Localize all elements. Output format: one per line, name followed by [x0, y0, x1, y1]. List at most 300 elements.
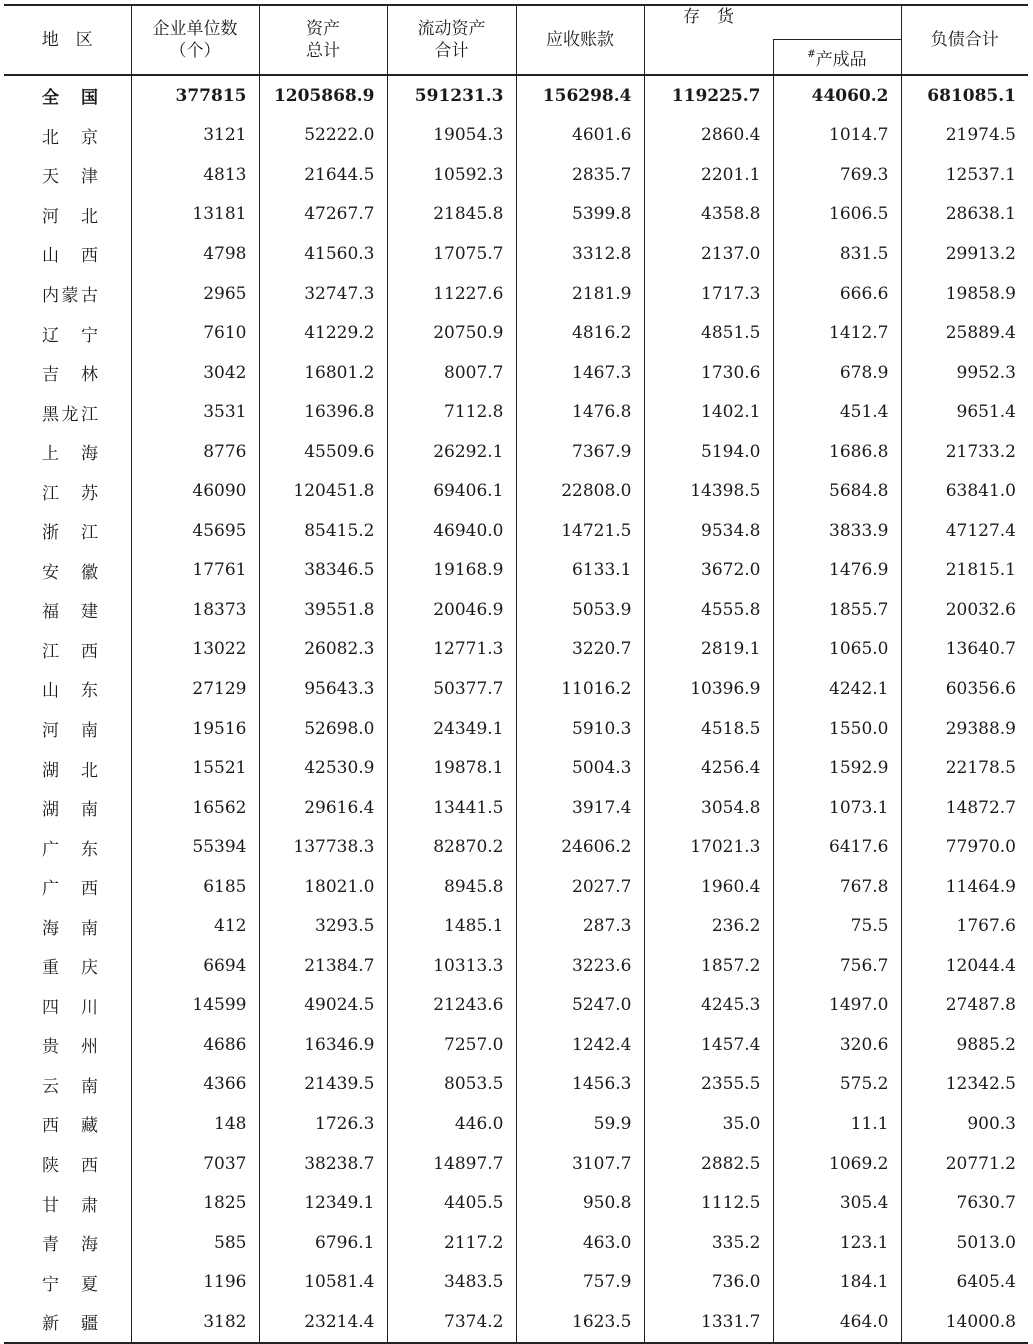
value-cell: 5399.8 [516, 195, 644, 235]
value-cell: 7367.9 [516, 432, 644, 472]
value-cell: 6417.6 [773, 827, 901, 867]
value-cell: 46940.0 [387, 511, 516, 551]
value-cell: 120451.8 [259, 471, 387, 511]
value-cell: 1960.4 [644, 867, 773, 907]
value-cell: 4518.5 [644, 709, 773, 749]
table-row [4, 986, 1028, 1026]
value-cell: 11464.9 [901, 867, 1028, 907]
region-name: 贵州 [42, 1037, 98, 1058]
value-cell: 38238.7 [259, 1144, 387, 1184]
value-cell: 4245.3 [644, 986, 773, 1026]
value-cell: 21815.1 [901, 551, 1028, 591]
value-cell: 29388.9 [901, 709, 1028, 749]
value-cell: 1497.0 [773, 986, 901, 1026]
header-assets-line2: 总计 [306, 41, 340, 61]
value-cell: 22178.5 [901, 748, 1028, 788]
region-name: 湖北 [42, 760, 98, 781]
value-cell: 32747.3 [259, 274, 387, 314]
table-row [4, 1262, 1028, 1302]
region-name: 上海 [42, 444, 98, 465]
header-receivables-label: 应收账款 [546, 30, 614, 50]
value-cell: 2860.4 [644, 116, 773, 156]
value-cell: 85415.2 [259, 511, 387, 551]
region-name-cell [4, 1183, 131, 1223]
value-cell: 236.2 [644, 906, 773, 946]
region-name: 天津 [42, 167, 98, 188]
value-cell: 12349.1 [259, 1183, 387, 1223]
value-cell: 41560.3 [259, 234, 387, 274]
header-inventory [644, 5, 901, 40]
region-name: 海南 [42, 918, 98, 939]
region-name-cell [4, 590, 131, 630]
value-cell: 1205868.9 [259, 75, 387, 116]
value-cell: 19878.1 [387, 748, 516, 788]
value-cell: 14721.5 [516, 511, 644, 551]
value-cell: 7257.0 [387, 1025, 516, 1065]
value-cell: 82870.2 [387, 827, 516, 867]
value-cell: 412 [131, 906, 259, 946]
value-cell: 1196 [131, 1262, 259, 1302]
value-cell: 3483.5 [387, 1262, 516, 1302]
value-cell: 21974.5 [901, 116, 1028, 156]
value-cell: 14872.7 [901, 788, 1028, 828]
value-cell: 20771.2 [901, 1144, 1028, 1184]
value-cell: 6694 [131, 946, 259, 986]
value-cell: 1606.5 [773, 195, 901, 235]
value-cell: 5053.9 [516, 590, 644, 630]
value-cell: 9952.3 [901, 353, 1028, 393]
value-cell: 5247.0 [516, 986, 644, 1026]
table-row [4, 867, 1028, 907]
value-cell: 29616.4 [259, 788, 387, 828]
value-cell: 6796.1 [259, 1223, 387, 1263]
value-cell: 13181 [131, 195, 259, 235]
table-row [4, 1223, 1028, 1263]
value-cell: 12044.4 [901, 946, 1028, 986]
value-cell: 756.7 [773, 946, 901, 986]
header-inventory-label: 存 货 [683, 6, 734, 27]
value-cell: 1726.3 [259, 1104, 387, 1144]
region-name: 湖南 [42, 800, 98, 821]
value-cell: 2201.1 [644, 155, 773, 195]
value-cell: 1592.9 [773, 748, 901, 788]
value-cell: 27487.8 [901, 986, 1028, 1026]
value-cell: 49024.5 [259, 986, 387, 1026]
region-name-cell [4, 353, 131, 393]
table-row [4, 313, 1028, 353]
value-cell: 377815 [131, 75, 259, 116]
value-cell: 1112.5 [644, 1183, 773, 1223]
region-name: 广东 [42, 839, 98, 860]
value-cell: 14000.8 [901, 1302, 1028, 1343]
value-cell: 4686 [131, 1025, 259, 1065]
table-row [4, 788, 1028, 828]
header-inventory-spacer [644, 40, 773, 76]
value-cell: 463.0 [516, 1223, 644, 1263]
value-cell: 5910.3 [516, 709, 644, 749]
value-cell: 13441.5 [387, 788, 516, 828]
value-cell: 7374.2 [387, 1302, 516, 1343]
region-name: 甘肃 [42, 1195, 98, 1216]
header-liabilities [901, 5, 1028, 75]
value-cell: 14897.7 [387, 1144, 516, 1184]
table-row [4, 1065, 1028, 1105]
value-cell: 39551.8 [259, 590, 387, 630]
value-cell: 21439.5 [259, 1065, 387, 1105]
region-name: 浙江 [42, 523, 98, 544]
table-row [4, 155, 1028, 195]
value-cell: 24606.2 [516, 827, 644, 867]
value-cell: 77970.0 [901, 827, 1028, 867]
table-row [4, 471, 1028, 511]
region-name: 山东 [42, 681, 98, 702]
table-row [4, 709, 1028, 749]
header-assets-line1: 资产 [306, 19, 340, 39]
value-cell: 1476.9 [773, 551, 901, 591]
region-name-cell [4, 392, 131, 432]
header-finished-goods [773, 40, 901, 76]
value-cell: 4555.8 [644, 590, 773, 630]
value-cell: 19168.9 [387, 551, 516, 591]
value-cell: 950.8 [516, 1183, 644, 1223]
value-cell: 41229.2 [259, 313, 387, 353]
value-cell: 21644.5 [259, 155, 387, 195]
value-cell: 13640.7 [901, 630, 1028, 670]
region-name-cell [4, 827, 131, 867]
value-cell: 9885.2 [901, 1025, 1028, 1065]
value-cell: 6185 [131, 867, 259, 907]
header-region-label: 地 区 [41, 30, 93, 50]
table-row [4, 392, 1028, 432]
table-row [4, 1183, 1028, 1223]
value-cell: 10592.3 [387, 155, 516, 195]
table-row [4, 511, 1028, 551]
value-cell: 7610 [131, 313, 259, 353]
header-current-assets-line1: 流动资产 [417, 19, 486, 39]
value-cell: 575.2 [773, 1065, 901, 1105]
header-finished-goods-label: 产成品 [815, 49, 867, 70]
table-row [4, 1025, 1028, 1065]
value-cell: 1825 [131, 1183, 259, 1223]
value-cell: 2117.2 [387, 1223, 516, 1263]
value-cell: 17021.3 [644, 827, 773, 867]
value-cell: 1855.7 [773, 590, 901, 630]
region-name-cell [4, 867, 131, 907]
value-cell: 4813 [131, 155, 259, 195]
value-cell: 3220.7 [516, 630, 644, 670]
region-name-cell [4, 234, 131, 274]
value-cell: 28638.1 [901, 195, 1028, 235]
value-cell: 7037 [131, 1144, 259, 1184]
region-name: 河南 [42, 721, 98, 742]
value-cell: 19516 [131, 709, 259, 749]
value-cell: 3042 [131, 353, 259, 393]
region-name-cell [4, 1223, 131, 1263]
region-name-cell [4, 986, 131, 1026]
header-enterprises-line2: （个） [169, 41, 221, 61]
value-cell: 21733.2 [901, 432, 1028, 472]
table-row [4, 432, 1028, 472]
value-cell: 1456.3 [516, 1065, 644, 1105]
region-name: 新疆 [42, 1314, 98, 1335]
value-cell: 16346.9 [259, 1025, 387, 1065]
header-current-assets [387, 5, 516, 75]
region-name: 广西 [42, 879, 98, 900]
table-row [4, 195, 1028, 235]
value-cell: 44060.2 [773, 75, 901, 116]
region-name: 宁夏 [42, 1274, 98, 1295]
value-cell: 1467.3 [516, 353, 644, 393]
region-name: 北京 [42, 127, 98, 148]
region-name-cell [4, 511, 131, 551]
value-cell: 21845.8 [387, 195, 516, 235]
header-region [4, 5, 131, 75]
value-cell: 1550.0 [773, 709, 901, 749]
value-cell: 7112.8 [387, 392, 516, 432]
region-name: 青海 [42, 1235, 98, 1256]
region-name: 江西 [42, 641, 98, 662]
value-cell: 3223.6 [516, 946, 644, 986]
value-cell: 1686.8 [773, 432, 901, 472]
region-name-cell [4, 748, 131, 788]
region-name: 河北 [42, 206, 98, 227]
table-row [4, 274, 1028, 314]
value-cell: 736.0 [644, 1262, 773, 1302]
value-cell: 666.6 [773, 274, 901, 314]
value-cell: 45695 [131, 511, 259, 551]
value-cell: 2137.0 [644, 234, 773, 274]
value-cell: 681085.1 [901, 75, 1028, 116]
value-cell: 8053.5 [387, 1065, 516, 1105]
value-cell: 1065.0 [773, 630, 901, 670]
region-name-cell [4, 1025, 131, 1065]
value-cell: 1730.6 [644, 353, 773, 393]
value-cell: 8007.7 [387, 353, 516, 393]
value-cell: 69406.1 [387, 471, 516, 511]
value-cell: 60356.6 [901, 669, 1028, 709]
value-cell: 5684.8 [773, 471, 901, 511]
value-cell: 26082.3 [259, 630, 387, 670]
value-cell: 4601.6 [516, 116, 644, 156]
region-name: 四川 [42, 997, 98, 1018]
value-cell: 446.0 [387, 1104, 516, 1144]
value-cell: 900.3 [901, 1104, 1028, 1144]
industrial-enterprise-table [4, 4, 1028, 1344]
table-row [4, 116, 1028, 156]
region-name: 山西 [42, 246, 98, 267]
value-cell: 1412.7 [773, 313, 901, 353]
region-name-cell [4, 195, 131, 235]
value-cell: 3054.8 [644, 788, 773, 828]
value-cell: 21243.6 [387, 986, 516, 1026]
value-cell: 4256.4 [644, 748, 773, 788]
value-cell: 1457.4 [644, 1025, 773, 1065]
value-cell: 42530.9 [259, 748, 387, 788]
value-cell: 3312.8 [516, 234, 644, 274]
value-cell: 3121 [131, 116, 259, 156]
value-cell: 16396.8 [259, 392, 387, 432]
table-body [4, 75, 1028, 1343]
region-name: 陕西 [42, 1156, 98, 1177]
value-cell: 15521 [131, 748, 259, 788]
region-name-cell [4, 709, 131, 749]
value-cell: 24349.1 [387, 709, 516, 749]
value-cell: 1857.2 [644, 946, 773, 986]
value-cell: 4405.5 [387, 1183, 516, 1223]
value-cell: 2355.5 [644, 1065, 773, 1105]
value-cell: 45509.6 [259, 432, 387, 472]
region-name-cell [4, 551, 131, 591]
region-name: 黑龙江 [42, 404, 98, 425]
value-cell: 1069.2 [773, 1144, 901, 1184]
value-cell: 769.3 [773, 155, 901, 195]
value-cell: 35.0 [644, 1104, 773, 1144]
value-cell: 287.3 [516, 906, 644, 946]
value-cell: 7630.7 [901, 1183, 1028, 1223]
region-name-cell [4, 1144, 131, 1184]
table-row [4, 1302, 1028, 1343]
table-row [4, 234, 1028, 274]
value-cell: 10396.9 [644, 669, 773, 709]
table-row [4, 827, 1028, 867]
header-enterprises [131, 5, 259, 75]
value-cell: 52222.0 [259, 116, 387, 156]
value-cell: 4358.8 [644, 195, 773, 235]
value-cell: 5013.0 [901, 1223, 1028, 1263]
value-cell: 38346.5 [259, 551, 387, 591]
value-cell: 1014.7 [773, 116, 901, 156]
value-cell: 55394 [131, 827, 259, 867]
region-name-cell [4, 906, 131, 946]
value-cell: 1402.1 [644, 392, 773, 432]
table-row [4, 906, 1028, 946]
value-cell: 27129 [131, 669, 259, 709]
value-cell: 14398.5 [644, 471, 773, 511]
value-cell: 137738.3 [259, 827, 387, 867]
value-cell: 2835.7 [516, 155, 644, 195]
value-cell: 585 [131, 1223, 259, 1263]
value-cell: 1073.1 [773, 788, 901, 828]
value-cell: 20750.9 [387, 313, 516, 353]
value-cell: 320.6 [773, 1025, 901, 1065]
value-cell: 16801.2 [259, 353, 387, 393]
table-row [4, 669, 1028, 709]
value-cell: 19054.3 [387, 116, 516, 156]
value-cell: 831.5 [773, 234, 901, 274]
value-cell: 19858.9 [901, 274, 1028, 314]
value-cell: 47127.4 [901, 511, 1028, 551]
value-cell: 3833.9 [773, 511, 901, 551]
value-cell: 451.4 [773, 392, 901, 432]
value-cell: 9651.4 [901, 392, 1028, 432]
region-name: 福建 [42, 602, 98, 623]
value-cell: 14599 [131, 986, 259, 1026]
region-name-cell [4, 946, 131, 986]
header-current-assets-line2: 合计 [434, 41, 469, 61]
value-cell: 4242.1 [773, 669, 901, 709]
value-cell: 18373 [131, 590, 259, 630]
region-name-cell [4, 1104, 131, 1144]
value-cell: 1485.1 [387, 906, 516, 946]
header-enterprises-line1: 企业单位数 [152, 19, 238, 39]
value-cell: 12771.3 [387, 630, 516, 670]
value-cell: 9534.8 [644, 511, 773, 551]
value-cell: 3672.0 [644, 551, 773, 591]
table-row [4, 1104, 1028, 1144]
value-cell: 16562 [131, 788, 259, 828]
region-name: 重庆 [42, 958, 98, 979]
value-cell: 1476.8 [516, 392, 644, 432]
value-cell: 1623.5 [516, 1302, 644, 1343]
value-cell: 11.1 [773, 1104, 901, 1144]
table-row-total [4, 75, 1028, 116]
value-cell: 52698.0 [259, 709, 387, 749]
region-name: 内蒙古 [42, 286, 98, 306]
value-cell: 119225.7 [644, 75, 773, 116]
value-cell: 95643.3 [259, 669, 387, 709]
finished-goods-mark: # [807, 48, 816, 60]
value-cell: 305.4 [773, 1183, 901, 1223]
value-cell: 3917.4 [516, 788, 644, 828]
value-cell: 1767.6 [901, 906, 1028, 946]
value-cell: 5004.3 [516, 748, 644, 788]
region-name: 吉林 [42, 365, 98, 386]
value-cell: 3182 [131, 1302, 259, 1343]
value-cell: 21384.7 [259, 946, 387, 986]
region-name-cell [4, 155, 131, 195]
value-cell: 148 [131, 1104, 259, 1144]
value-cell: 4851.5 [644, 313, 773, 353]
value-cell: 123.1 [773, 1223, 901, 1263]
region-name-cell [4, 1065, 131, 1105]
table-row [4, 748, 1028, 788]
value-cell: 59.9 [516, 1104, 644, 1144]
value-cell: 4798 [131, 234, 259, 274]
region-name: 安徽 [42, 562, 98, 583]
value-cell: 1242.4 [516, 1025, 644, 1065]
value-cell: 5194.0 [644, 432, 773, 472]
value-cell: 464.0 [773, 1302, 901, 1343]
value-cell: 6405.4 [901, 1262, 1028, 1302]
value-cell: 23214.4 [259, 1302, 387, 1343]
value-cell: 20032.6 [901, 590, 1028, 630]
value-cell: 4366 [131, 1065, 259, 1105]
statistics-table-page [4, 4, 1028, 1344]
value-cell: 767.8 [773, 867, 901, 907]
value-cell: 26292.1 [387, 432, 516, 472]
value-cell: 22808.0 [516, 471, 644, 511]
table-row [4, 1144, 1028, 1184]
value-cell: 10581.4 [259, 1262, 387, 1302]
region-name: 全国 [42, 88, 98, 109]
value-cell: 25889.4 [901, 313, 1028, 353]
value-cell: 20046.9 [387, 590, 516, 630]
region-name-cell [4, 75, 131, 116]
region-name: 云南 [42, 1076, 98, 1097]
value-cell: 591231.3 [387, 75, 516, 116]
table-row [4, 551, 1028, 591]
value-cell: 75.5 [773, 906, 901, 946]
value-cell: 3107.7 [516, 1144, 644, 1184]
value-cell: 184.1 [773, 1262, 901, 1302]
value-cell: 335.2 [644, 1223, 773, 1263]
region-name-cell [4, 116, 131, 156]
value-cell: 8945.8 [387, 867, 516, 907]
value-cell: 46090 [131, 471, 259, 511]
value-cell: 17075.7 [387, 234, 516, 274]
table-row [4, 946, 1028, 986]
region-name-cell [4, 471, 131, 511]
